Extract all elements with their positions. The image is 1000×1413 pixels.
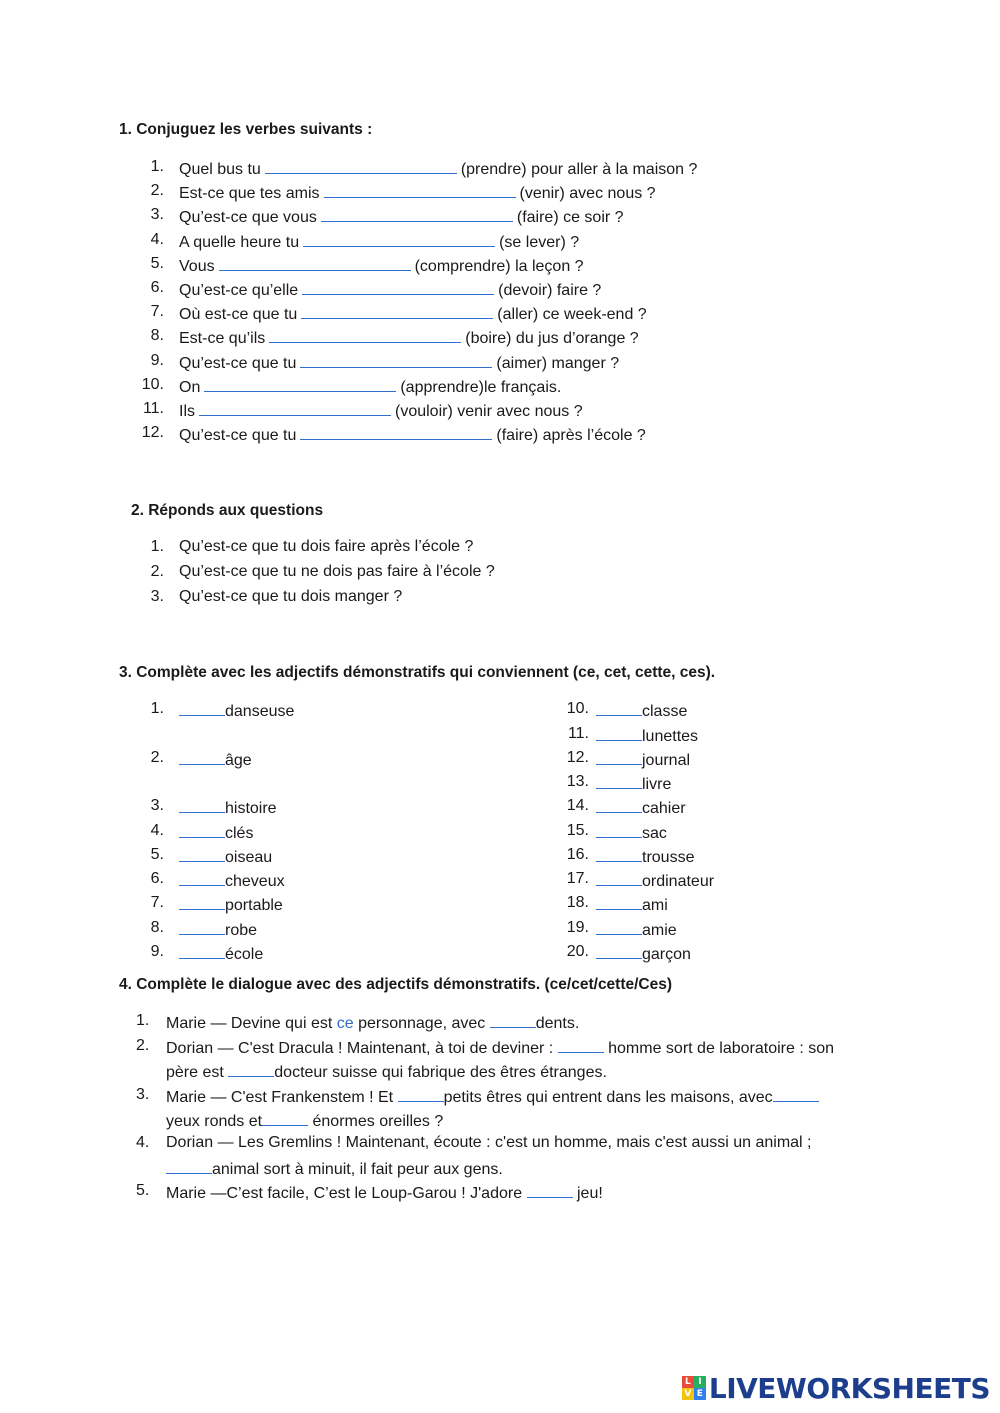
answer-blank[interactable] <box>596 894 642 910</box>
item-number: 1. <box>150 158 164 175</box>
sentence-end: (vouloir) venir avec nous ? <box>395 403 583 420</box>
dialogue-text: petits êtres qui entrent dans les maisons, avec <box>443 1089 773 1106</box>
item-number: 7. <box>150 894 164 911</box>
item-number: 12. <box>566 749 589 766</box>
conjugation-item <box>0 352 1000 376</box>
sentence-start: Ils <box>179 403 195 420</box>
section-1-title: 1. Conjuguez les verbes suivants : <box>119 121 373 138</box>
demonstrative-item <box>0 846 1000 870</box>
logo-tiles-icon: L I V E <box>682 1376 706 1400</box>
dialogue-text: Marie —C’est facile, C’est le Loup-Garou ! J'adore <box>166 1185 527 1202</box>
answer-blank[interactable] <box>596 943 642 959</box>
item-number: 12. <box>141 424 164 442</box>
dialogue-text: Dorian — C'est Dracula ! Maintenant, à toi de deviner : <box>166 1040 558 1057</box>
answer-blank[interactable] <box>262 1110 308 1126</box>
noun-word: ordinateur <box>642 873 715 890</box>
answer-blank[interactable] <box>303 231 495 247</box>
answer-blank[interactable] <box>300 424 492 440</box>
sentence-start: Est-ce qu’ils <box>179 330 266 348</box>
conjugation-item <box>0 303 1000 327</box>
demonstrative-item <box>0 797 1000 821</box>
noun-word: sac <box>642 825 667 842</box>
item-number: 11. <box>567 725 589 742</box>
answer-blank[interactable] <box>219 255 411 271</box>
answer-blank[interactable] <box>558 1037 604 1053</box>
question-item <box>0 538 1000 562</box>
item-number: 5. <box>136 1182 150 1199</box>
conjugation-item <box>0 158 1000 182</box>
answer-blank[interactable] <box>596 700 642 716</box>
sentence-end: (comprendre) la leçon ? <box>414 257 584 275</box>
item-number: 10. <box>141 375 164 393</box>
answer-blank[interactable] <box>596 725 642 741</box>
answer-blank[interactable] <box>398 1086 444 1102</box>
item-number: 3. <box>136 1086 150 1103</box>
conjugation-item <box>0 327 1000 351</box>
item-number: 9. <box>150 943 164 960</box>
answer-blank[interactable] <box>596 870 642 886</box>
sentence-start: On <box>179 378 201 396</box>
sentence-end: (apprendre)le français. <box>400 378 562 396</box>
demonstrative-item <box>0 700 1000 724</box>
sentence-start: Qu’est-ce qu’elle <box>179 282 299 299</box>
noun-word: portable <box>225 897 283 914</box>
sentence-end: (faire) après l’école ? <box>496 427 646 445</box>
demonstrative-item <box>0 919 1000 943</box>
liveworksheets-logo <box>682 1371 990 1405</box>
noun-word: danseuse <box>225 703 295 720</box>
noun-word: école <box>225 946 264 963</box>
sentence-start: Où est-ce que tu <box>179 306 298 324</box>
item-number: 2. <box>150 182 164 200</box>
logo-text: LIVEWORKSHEETS <box>708 1371 990 1405</box>
conjugation-item <box>0 400 1000 424</box>
noun-word: lunettes <box>642 728 699 745</box>
answer-blank[interactable] <box>301 303 493 319</box>
sentence-start: Vous <box>179 257 215 275</box>
answer-blank[interactable] <box>166 1158 212 1174</box>
answer-blank[interactable] <box>324 182 516 198</box>
item-number: 2. <box>150 563 164 580</box>
sentence-end: (prendre) pour aller à la maison ? <box>460 161 698 178</box>
dialogue-text: dents. <box>535 1015 580 1032</box>
sentence-start: Quel bus tu <box>179 161 261 178</box>
item-number: 10. <box>566 700 589 717</box>
item-number: 5. <box>150 254 164 272</box>
question-item <box>0 588 1000 612</box>
noun-word: âge <box>225 752 252 769</box>
dialogue-line-4-cont <box>0 1158 1000 1182</box>
noun-word: cahier <box>642 800 686 817</box>
noun-word: histoire <box>225 800 277 817</box>
section-2-title: 2. Réponds aux questions <box>131 502 324 519</box>
dialogue-text: père est <box>166 1064 229 1081</box>
conjugation-item <box>0 206 1000 230</box>
sentence-end: (aller) ce week-end ? <box>497 306 647 324</box>
conjugation-item <box>0 255 1000 279</box>
dialogue-line-4 <box>0 1134 1000 1158</box>
demonstrative-item <box>0 773 1000 797</box>
noun-word: amie <box>642 922 677 939</box>
item-number: 18. <box>566 894 589 911</box>
item-number: 5. <box>150 846 164 863</box>
noun-word: garçon <box>642 946 691 963</box>
item-number: 20. <box>566 943 589 960</box>
sentence-end: (aimer) manger ? <box>496 354 620 372</box>
demonstrative-item <box>0 725 1000 749</box>
conjugation-item <box>0 279 1000 303</box>
section-4-title: 4. Complète le dialogue avec des adjectifs démonstratifs. (ce/cet/cette/Ces) <box>119 976 673 993</box>
demonstrative-item <box>0 822 1000 846</box>
item-number: 4. <box>150 230 164 248</box>
item-number: 17. <box>566 870 589 887</box>
item-number: 6. <box>150 279 164 296</box>
item-number: 11. <box>142 400 164 417</box>
question-item <box>0 563 1000 587</box>
answer-blank[interactable] <box>596 773 642 789</box>
answer-blank[interactable] <box>773 1086 819 1102</box>
dialogue-line-3 <box>0 1086 1000 1110</box>
dialogue-line-3-cont <box>0 1110 1000 1134</box>
dialogue-text: yeux ronds et <box>166 1113 263 1130</box>
answer-blank[interactable] <box>596 797 642 813</box>
answer-blank[interactable] <box>204 376 396 392</box>
dialogue-line-2 <box>0 1037 1000 1061</box>
example-answer: ce <box>336 1015 354 1032</box>
answer-blank[interactable] <box>269 327 461 343</box>
answer-blank[interactable] <box>199 400 391 416</box>
item-number: 2. <box>136 1037 150 1054</box>
sentence-start: Qu’est-ce que tu <box>179 427 297 445</box>
sentence-start: A quelle heure tu <box>179 233 300 251</box>
sentence-start: Qu’est-ce que tu <box>179 354 297 372</box>
conjugation-item <box>0 376 1000 400</box>
item-number: 1. <box>150 700 164 717</box>
noun-word: robe <box>225 922 258 939</box>
item-number: 3. <box>150 797 164 814</box>
item-number: 8. <box>150 919 164 936</box>
dialogue-line-1 <box>0 1012 1000 1036</box>
item-number: 1. <box>150 538 164 555</box>
item-number: 8. <box>150 327 164 345</box>
answer-blank[interactable] <box>300 352 492 368</box>
dialogue-line-2-cont <box>0 1061 1000 1085</box>
noun-word: journal <box>642 752 691 769</box>
demonstrative-item <box>0 894 1000 918</box>
noun-word: classe <box>642 703 688 720</box>
answer-blank[interactable] <box>302 279 494 295</box>
dialogue-text: Marie — Devine qui est <box>166 1015 337 1032</box>
sentence-end: (venir) avec nous ? <box>519 185 656 203</box>
sentence-end: (devoir) faire ? <box>498 282 602 299</box>
conjugation-item <box>0 182 1000 206</box>
noun-word: clés <box>225 825 254 842</box>
item-number: 19. <box>566 919 589 936</box>
answer-blank[interactable] <box>321 206 513 222</box>
noun-word: livre <box>642 776 672 793</box>
item-number: 9. <box>150 351 164 369</box>
dialogue-line-5 <box>0 1182 1000 1206</box>
noun-word: trousse <box>642 849 695 866</box>
dialogue-text: animal sort à minuit, il fait peur aux gens. <box>212 1161 503 1178</box>
noun-word: ami <box>642 897 668 914</box>
section-3-title: 3. Complète avec les adjectifs démonstratifs qui conviennent (ce, cet, cette, ces). <box>119 664 716 681</box>
item-number: 3. <box>150 588 164 605</box>
sentence-end: (boire) du jus d’orange ? <box>465 330 639 348</box>
noun-word: cheveux <box>225 873 285 890</box>
item-number: 4. <box>136 1134 150 1151</box>
sentence-end: (se lever) ? <box>499 233 580 251</box>
dialogue-text: homme sort de laboratoire : son <box>603 1040 835 1057</box>
sentence-start: Est-ce que tes amis <box>179 185 320 203</box>
conjugation-item <box>0 424 1000 448</box>
question-text: Qu’est-ce que tu dois faire après l’école ? <box>179 538 474 555</box>
item-number: 13. <box>566 773 589 790</box>
item-number: 16. <box>566 846 589 863</box>
dialogue-text: Dorian — Les Gremlins ! Maintenant, écoute : c'est un homme, mais c'est aussi un animal ; <box>166 1134 812 1151</box>
question-text: Qu’est-ce que tu ne dois pas faire à l’école ? <box>179 563 495 580</box>
item-number: 7. <box>150 303 164 321</box>
dialogue-text: docteur suisse qui fabrique des êtres étranges. <box>274 1064 607 1081</box>
item-number: 15. <box>566 822 589 839</box>
answer-blank[interactable] <box>265 158 457 174</box>
dialogue-text: énormes oreilles ? <box>308 1113 444 1130</box>
answer-blank[interactable] <box>490 1012 536 1028</box>
answer-blank[interactable] <box>596 822 642 838</box>
sentence-start: Qu’est-ce que vous <box>179 209 317 227</box>
noun-word: oiseau <box>225 849 273 866</box>
item-number: 2. <box>150 749 164 766</box>
sentence-end: (faire) ce soir ? <box>516 209 624 227</box>
dialogue-text: jeu! <box>572 1185 603 1202</box>
item-number: 4. <box>150 822 164 839</box>
answer-blank[interactable] <box>596 919 642 935</box>
item-number: 3. <box>150 206 164 224</box>
answer-blank[interactable] <box>228 1061 274 1077</box>
answer-blank[interactable] <box>527 1182 573 1198</box>
conjugation-item <box>0 231 1000 255</box>
answer-blank[interactable] <box>596 749 642 765</box>
item-number: 6. <box>150 870 164 887</box>
dialogue-text: Marie — C'est Frankenstem ! Et <box>166 1089 398 1106</box>
item-number: 1. <box>136 1012 150 1029</box>
answer-blank[interactable] <box>596 846 642 862</box>
demonstrative-item <box>0 870 1000 894</box>
demonstrative-item <box>0 749 1000 773</box>
dialogue-text: personnage, avec <box>353 1015 490 1032</box>
demonstrative-item <box>0 943 1000 967</box>
item-number: 14. <box>566 797 589 814</box>
question-text: Qu’est-ce que tu dois manger ? <box>179 588 403 605</box>
